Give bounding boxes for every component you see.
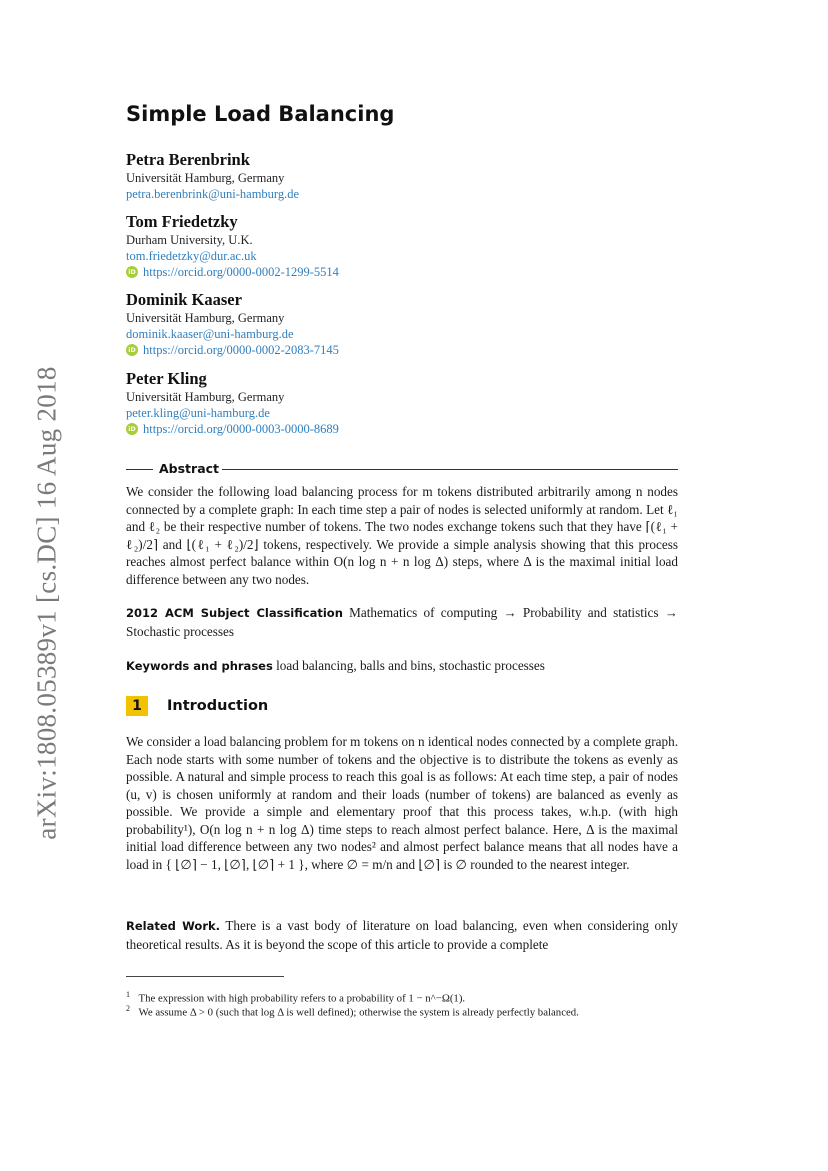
acm-classification [126, 604, 678, 640]
author-name: Peter Kling [126, 369, 207, 388]
orcid-link[interactable] [126, 264, 339, 280]
orcid-url[interactable]: https://orcid.org/0000-0002-2083-7145 [143, 343, 339, 357]
footnote-mark: 2 [126, 1004, 130, 1013]
author-block [126, 212, 339, 280]
footnote-rule [126, 976, 284, 977]
orcid-url[interactable]: https://orcid.org/0000-0002-1299-5514 [143, 265, 339, 279]
classification-label: 2012 ACM Subject Classification [126, 606, 343, 620]
orcid-url[interactable]: https://orcid.org/0000-0003-0000-8689 [143, 422, 339, 436]
keywords-text: load balancing, balls and bins, stochastic processes [276, 658, 545, 673]
abstract-text: We consider the following load balancing process for m tokens distributed arbitrarily among n nodes connected by a complete graph: In each time step a pair of nodes is selected uniformly at random. Let ℓ₁ and ℓ₂ be their respective number of tokens. The two nodes exchange tokens such that they have ⌈(ℓ₁ + ℓ₂)/2⌉ and ⌊(ℓ₁ + ℓ₂)/2⌋ tokens, respectively. We provide a simple analysis showing that this process reaches almost perfect balance within O(n log n + n log Δ) steps, where Δ is the maximal initial load difference between any two nodes. [126, 484, 678, 587]
orcid-icon: iD [126, 344, 138, 356]
author-block [126, 290, 339, 358]
author-email-link[interactable]: dominik.kaaser@uni-hamburg.de [126, 327, 294, 341]
abstract-heading-rule [126, 462, 678, 476]
related-work-label: Related Work. [126, 919, 221, 933]
section-title: Introduction [167, 698, 269, 714]
author-block [126, 150, 299, 202]
footnote-mark: 1 [126, 990, 130, 999]
author-name: Tom Friedetzky [126, 212, 238, 231]
section-heading [126, 696, 268, 716]
author-name: Petra Berenbrink [126, 150, 250, 169]
related-work-text: There is a vast body of literature on load balancing, even when considering only theoretical results. As it is beyond the scope of this article to provide a complete [126, 918, 678, 952]
orcid-icon: iD [126, 266, 138, 278]
footnote [126, 1002, 686, 1020]
section-number: 1 [126, 696, 148, 716]
paper-title: Simple Load Balancing [126, 102, 395, 126]
author-affiliation: Universität Hamburg, Germany [126, 171, 285, 185]
author-email-link[interactable]: tom.friedetzky@dur.ac.uk [126, 249, 257, 263]
author-affiliation: Universität Hamburg, Germany [126, 390, 285, 404]
classification-text: Mathematics of computing → Probability and statistics → Stochastic processes [126, 605, 678, 639]
keywords [126, 657, 678, 676]
orcid-icon: iD [126, 423, 138, 435]
author-email-link[interactable]: peter.kling@uni-hamburg.de [126, 406, 270, 420]
author-affiliation: Durham University, U.K. [126, 233, 253, 247]
orcid-link[interactable] [126, 342, 339, 358]
author-name: Dominik Kaaser [126, 290, 242, 309]
author-email-link[interactable]: petra.berenbrink@uni-hamburg.de [126, 187, 300, 201]
keywords-label: Keywords and phrases [126, 659, 273, 673]
rule-right [222, 469, 678, 470]
arxiv-stamp: arXiv:1808.05389v1 [cs.DC] 16 Aug 2018 [31, 366, 62, 840]
author-block [126, 369, 339, 437]
footnote-text: We assume Δ > 0 (such that log Δ is well defined); otherwise the system is already perfectly balanced. [138, 1006, 579, 1019]
rule-left [126, 469, 153, 470]
orcid-link[interactable] [126, 421, 339, 437]
footnote-text: The expression with high probability refers to a probability of 1 − n^−Ω(1). [138, 992, 466, 1005]
abstract-heading: Abstract [159, 461, 220, 476]
author-affiliation: Universität Hamburg, Germany [126, 311, 285, 325]
related-work-paragraph [126, 917, 678, 953]
intro-paragraph: We consider a load balancing problem for m tokens on n identical nodes connected by a complete graph. Each node starts with some number of tokens and the objective is to distribute the tokens as evenly as possible. A natural and simple process to reach this goal is as follows: At each time step, a pair of nodes (u, v) is chosen uniformly at random and their loads (number of tokens) are balanced as evenly as possible. We provide a simple and elementary proof that this process takes, w.h.p. (with high probability¹), O(n log n + n log Δ) time steps to reach almost perfect balance. Here, Δ is the maximal initial load difference between any two nodes² and almost perfect balance means that all nodes have a load in { ⌊∅⌉ − 1, ⌊∅⌉, ⌊∅⌉ + 1 }, where ∅ = m/n and ⌊∅⌉ is ∅ rounded to the nearest integer. [126, 734, 678, 872]
